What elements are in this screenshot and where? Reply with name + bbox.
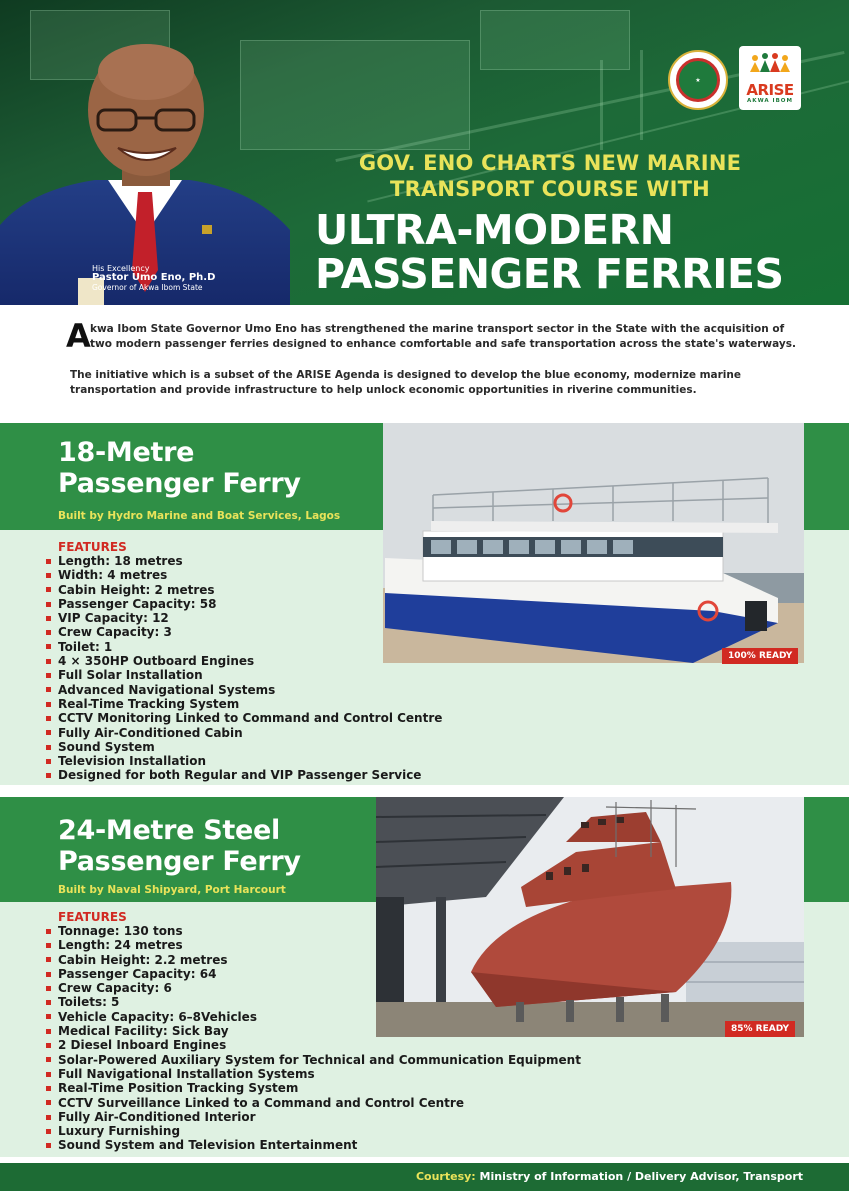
ferry1-feature-item bbox=[46, 726, 442, 740]
ferry1-status-badge: 100% READY bbox=[722, 648, 798, 664]
ferry2-feature-item bbox=[46, 995, 581, 1009]
ferry2-features-list bbox=[46, 924, 581, 1153]
footer-credit bbox=[416, 1170, 803, 1183]
ferry1-feature-item bbox=[46, 768, 442, 782]
caption-name: Pastor Umo Eno, Ph.D bbox=[92, 272, 216, 284]
bullet-icon bbox=[46, 687, 51, 692]
ferry2-feature-item bbox=[46, 967, 581, 981]
ferry2-feature-item bbox=[46, 1124, 581, 1138]
ferry2-status-badge: 85% READY bbox=[725, 1021, 795, 1037]
feature-text: Luxury Furnishing bbox=[58, 1124, 181, 1139]
bullet-icon bbox=[46, 773, 51, 778]
feature-text: CCTV Surveillance Linked to a Command and Control Centre bbox=[58, 1095, 464, 1110]
bullet-icon bbox=[46, 1143, 51, 1148]
feature-text: Real-Time Tracking System bbox=[58, 696, 240, 711]
ferry2-feature-item bbox=[46, 1010, 581, 1024]
bullet-icon bbox=[46, 730, 51, 735]
feature-text: Passenger Capacity: 58 bbox=[58, 596, 217, 611]
feature-text: Passenger Capacity: 64 bbox=[58, 966, 217, 981]
feature-text: Full Solar Installation bbox=[58, 668, 203, 683]
ferry2-feature-item bbox=[46, 1038, 581, 1052]
ferry1-feature-item bbox=[46, 568, 442, 582]
feature-text: 4 × 350HP Outboard Engines bbox=[58, 654, 255, 669]
feature-text: Tonnage: 130 tons bbox=[58, 924, 183, 938]
header-banner bbox=[0, 0, 849, 305]
bullet-icon bbox=[46, 1086, 51, 1091]
bullet-icon bbox=[46, 972, 51, 977]
bullet-icon bbox=[46, 659, 51, 664]
bullet-icon bbox=[46, 1115, 51, 1120]
feature-text: Fully Air-Conditioned Cabin bbox=[58, 725, 243, 740]
intro-paragraph-1: kwa Ibom State Governor Umo Eno has strengthened the marine transport sector in the State with the acquisition of two modern passenger ferries designed to enhance comfortable and safe transportation across the state's waterways. bbox=[90, 323, 796, 350]
bullet-icon bbox=[46, 745, 51, 750]
feature-text: Sound System bbox=[58, 739, 155, 754]
ferry2-builder: Built by Naval Shipyard, Port Harcourt bbox=[58, 884, 286, 896]
ferry1-feature-item bbox=[46, 668, 442, 682]
feature-text: Advanced Navigational Systems bbox=[58, 682, 276, 697]
ferry1-feature-item bbox=[46, 697, 442, 711]
background-pillar bbox=[640, 50, 643, 140]
ferry1-band-right bbox=[804, 423, 849, 530]
ferry1-feature-item bbox=[46, 654, 442, 668]
feature-text: CCTV Monitoring Linked to Command and Control Centre bbox=[58, 711, 443, 726]
feature-text: Length: 24 metres bbox=[58, 938, 183, 953]
bullet-icon bbox=[46, 587, 51, 592]
footer-bar bbox=[0, 1163, 849, 1191]
ferry2-feature-item bbox=[46, 924, 581, 938]
bullet-icon bbox=[46, 957, 51, 962]
bullet-icon bbox=[46, 573, 51, 578]
bullet-icon bbox=[46, 929, 51, 934]
feature-text: Designed for both Regular and VIP Passenger Service bbox=[58, 768, 422, 783]
ferry2-feature-item bbox=[46, 953, 581, 967]
bullet-icon bbox=[46, 943, 51, 948]
background-pillar bbox=[600, 60, 603, 150]
bullet-icon bbox=[46, 1000, 51, 1005]
bullet-icon bbox=[46, 559, 51, 564]
bullet-icon bbox=[46, 716, 51, 721]
bullet-icon bbox=[46, 1057, 51, 1062]
feature-text: Television Installation bbox=[58, 754, 207, 769]
feature-text: Toilet: 1 bbox=[58, 639, 113, 654]
ferry1-feature-item bbox=[46, 583, 442, 597]
caption-role: Governor of Akwa Ibom State bbox=[92, 282, 203, 292]
arise-figures-icon bbox=[749, 52, 791, 74]
feature-text: Cabin Height: 2 metres bbox=[58, 582, 215, 597]
ferry1-features-list bbox=[46, 554, 442, 783]
bullet-icon bbox=[46, 1072, 51, 1077]
ferry2-feature-item bbox=[46, 1081, 581, 1095]
ferry1-feature-item bbox=[46, 683, 442, 697]
state-seal-logo: ★ bbox=[668, 50, 728, 110]
arise-logo: ARISE AKWA IBOM bbox=[739, 46, 801, 110]
ferry1-feature-item bbox=[46, 625, 442, 639]
ferry1-feature-item bbox=[46, 597, 442, 611]
feature-text: Real-Time Position Tracking System bbox=[58, 1081, 299, 1096]
ferry2-features-label: FEATURES bbox=[58, 910, 127, 924]
ferry1-features-label: FEATURES bbox=[58, 540, 127, 554]
bullet-icon bbox=[46, 630, 51, 635]
ferry2-band-right bbox=[804, 797, 849, 902]
ferry2-feature-item bbox=[46, 981, 581, 995]
feature-text: Toilets: 5 bbox=[58, 995, 120, 1010]
feature-text: Medical Facility: Sick Bay bbox=[58, 1024, 229, 1039]
ferry2-feature-item bbox=[46, 1138, 581, 1152]
bullet-icon bbox=[46, 702, 51, 707]
ferry2-feature-item bbox=[46, 1096, 581, 1110]
ferry1-feature-item bbox=[46, 640, 442, 654]
feature-text: Cabin Height: 2.2 metres bbox=[58, 952, 228, 967]
bullet-icon bbox=[46, 616, 51, 621]
headline-subtitle: GOV. ENO CHARTS NEW MARINE TRANSPORT COURSE WITH bbox=[358, 151, 742, 201]
ferry1-photo bbox=[383, 423, 804, 663]
bullet-icon bbox=[46, 1014, 51, 1019]
footer-label: Courtesy: bbox=[415, 1170, 476, 1183]
bullet-icon bbox=[46, 1029, 51, 1034]
feature-text: Vehicle Capacity: 6–8Vehicles bbox=[58, 1009, 257, 1024]
portrait-caption bbox=[92, 265, 215, 292]
ferry1-feature-item bbox=[46, 740, 442, 754]
feature-text: Full Navigational Installation Systems bbox=[58, 1066, 315, 1081]
bullet-icon bbox=[46, 1129, 51, 1134]
ferry2-title: 24-Metre Steel Passenger Ferry bbox=[58, 815, 301, 877]
ferry1-feature-item bbox=[46, 611, 442, 625]
feature-text: Solar-Powered Auxiliary System for Technical and Communication Equipment bbox=[58, 1052, 581, 1067]
ferry2-feature-item bbox=[46, 938, 581, 952]
ferry1-feature-item bbox=[46, 554, 442, 568]
background-building bbox=[480, 10, 630, 70]
feature-text: VIP Capacity: 12 bbox=[58, 611, 169, 626]
ferry2-feature-item bbox=[46, 1053, 581, 1067]
feature-text: Width: 4 metres bbox=[58, 568, 168, 583]
footer-text: Ministry of Information / Delivery Advisor, Transport bbox=[475, 1170, 803, 1183]
ferry1-feature-item bbox=[46, 754, 442, 768]
feature-text: 2 Diesel Inboard Engines bbox=[58, 1038, 227, 1053]
ferry2-feature-item bbox=[46, 1024, 581, 1038]
feature-text: Length: 18 metres bbox=[58, 554, 183, 568]
ferry1-feature-item bbox=[46, 711, 442, 725]
ferry1-builder: Built by Hydro Marine and Boat Services, Lagos bbox=[58, 510, 341, 522]
intro-paragraph-2: The initiative which is a subset of the ARISE Agenda is designed to develop the blue economy, modernize marine transportation and provide infrastructure to help unlock economic opportunities in riverine communities. bbox=[70, 369, 741, 396]
feature-text: Fully Air-Conditioned Interior bbox=[58, 1109, 256, 1124]
feature-text: Crew Capacity: 6 bbox=[58, 981, 172, 996]
drop-cap: A bbox=[66, 317, 91, 355]
bullet-icon bbox=[46, 644, 51, 649]
feature-text: Sound System and Television Entertainment bbox=[58, 1138, 358, 1153]
bullet-icon bbox=[46, 1043, 51, 1048]
bullet-icon bbox=[46, 1100, 51, 1105]
caption-title: His Excellency bbox=[92, 264, 150, 273]
bullet-icon bbox=[46, 673, 51, 678]
headline-title: ULTRA-MODERN PASSENGER FERRIES bbox=[315, 206, 784, 298]
bullet-icon bbox=[46, 759, 51, 764]
bullet-icon bbox=[46, 602, 51, 607]
bullet-icon bbox=[46, 986, 51, 991]
ferry1-title: 18-Metre Passenger Ferry bbox=[58, 437, 301, 499]
ferry2-feature-item bbox=[46, 1067, 581, 1081]
feature-text: Crew Capacity: 3 bbox=[58, 625, 172, 640]
ferry2-feature-item bbox=[46, 1110, 581, 1124]
